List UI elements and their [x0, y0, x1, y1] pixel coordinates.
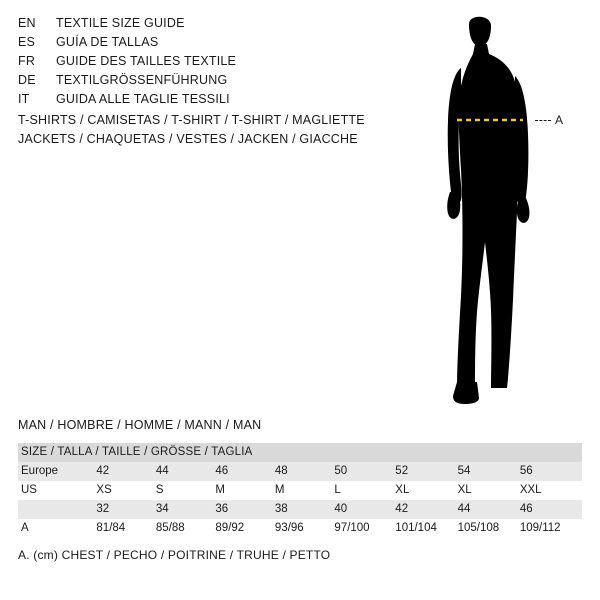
row-cell: 97/100: [334, 519, 395, 538]
row-cell: 52: [395, 462, 457, 481]
language-row: [18, 52, 348, 71]
table-row: [18, 500, 582, 519]
table-header-row: [18, 443, 582, 462]
row-cell: 93/96: [275, 519, 335, 538]
row-cell: 40: [334, 500, 395, 519]
row-cell: 50: [334, 462, 395, 481]
table-footnote: A. (cm) CHEST / PECHO / POITRINE / TRUHE / PETTO: [18, 548, 331, 562]
row-cell: 44: [458, 500, 520, 519]
row-label: A: [18, 519, 96, 538]
measure-label-a: A: [555, 113, 564, 127]
row-cell: 54: [458, 462, 520, 481]
row-cell: 34: [156, 500, 216, 519]
garment-category-block: [18, 111, 378, 149]
language-row: [18, 14, 348, 33]
row-cell: 44: [156, 462, 216, 481]
garment-line-tshirts: T-SHIRTS / CAMISETAS / T-SHIRT / T-SHIRT / MAGLIETTE: [18, 113, 365, 127]
row-cell: 81/84: [96, 519, 156, 538]
row-cell: 46: [520, 500, 582, 519]
row-label: [18, 500, 96, 519]
row-cell: L: [334, 481, 395, 500]
language-code: ES: [18, 35, 36, 49]
row-cell: 38: [275, 500, 335, 519]
language-code: IT: [18, 92, 30, 106]
table-row: [18, 519, 582, 538]
language-row: [18, 33, 348, 52]
language-code: FR: [18, 54, 36, 68]
row-cell: 32: [96, 500, 156, 519]
row-cell: XL: [458, 481, 520, 500]
row-cell: 46: [215, 462, 275, 481]
language-title: GUÍA DE TALLAS: [56, 35, 159, 49]
row-cell: XS: [96, 481, 156, 500]
table-row: [18, 462, 582, 481]
row-cell: XXL: [520, 481, 582, 500]
row-cell: 42: [96, 462, 156, 481]
row-label: Europe: [18, 462, 96, 481]
language-code: EN: [18, 16, 36, 30]
table-header-label: SIZE / TALLA / TAILLE / GRÖSSE / TAGLIA: [18, 443, 582, 462]
row-cell: 85/88: [156, 519, 216, 538]
row-cell: 56: [520, 462, 582, 481]
row-cell: 101/104: [395, 519, 457, 538]
measure-leader-line: [535, 120, 551, 121]
language-title: TEXTILE SIZE GUIDE: [56, 16, 185, 30]
row-cell: XL: [395, 481, 457, 500]
row-cell: 48: [275, 462, 335, 481]
size-table: [18, 443, 582, 538]
row-cell: 105/108: [458, 519, 520, 538]
table-row: [18, 481, 582, 500]
row-cell: M: [215, 481, 275, 500]
row-label: US: [18, 481, 96, 500]
row-cell: 109/112: [520, 519, 582, 538]
row-cell: 36: [215, 500, 275, 519]
language-code: DE: [18, 73, 36, 87]
table-group-label: MAN / HOMBRE / HOMME / MANN / MAN: [18, 418, 262, 432]
language-title-list: [18, 14, 348, 109]
language-title: TEXTILGRÖSSENFÜHRUNG: [56, 73, 228, 87]
row-cell: 89/92: [215, 519, 275, 538]
row-cell: M: [275, 481, 335, 500]
language-row: [18, 90, 348, 109]
language-title: GUIDA ALLE TAGLIE TESSILI: [56, 92, 230, 106]
figure-illustration: [395, 10, 595, 410]
row-cell: 42: [395, 500, 457, 519]
row-cell: S: [156, 481, 216, 500]
garment-line-jackets: JACKETS / CHAQUETAS / VESTES / JACKEN / GIACCHE: [18, 132, 358, 146]
language-row: [18, 71, 348, 90]
male-silhouette-icon: [395, 10, 595, 410]
language-title: GUIDE DES TAILLES TEXTILE: [56, 54, 237, 68]
